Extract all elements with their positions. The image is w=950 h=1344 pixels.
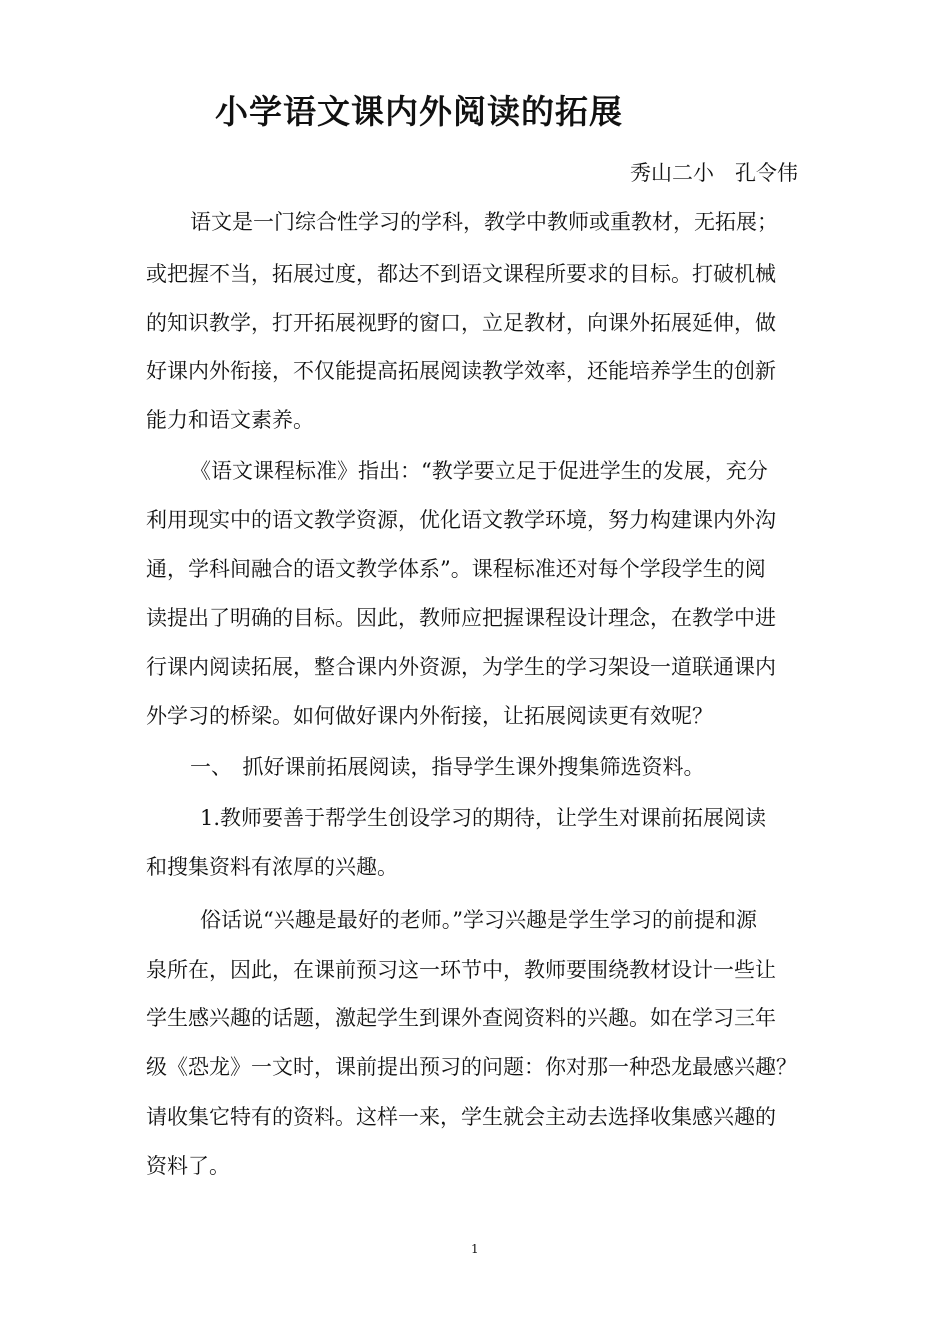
subsection-heading: 1.教师要善于帮学生创设学习的期待，让学生对课前拓展阅读 (200, 806, 767, 830)
body-line: 或把握不当，拓展过度，都达不到语文课程所要求的目标。打破机械 (146, 262, 776, 286)
body-line: 利用现实中的语文教学资源，优化语文教学环境，努力构建课内外沟 (146, 508, 776, 532)
body-line: 的知识教学，打开拓展视野的窗口，立足教材，向课外拓展延伸，做 (146, 311, 776, 335)
document-title: 小学语文课内外阅读的拓展 (215, 92, 623, 131)
body-line: 请收集它特有的资料。这样一来，学生就会主动去选择收集感兴趣的 (146, 1105, 776, 1129)
body-line: 俗话说“兴趣是最好的老师。”学习兴趣是学生学习的前提和源 (200, 908, 757, 932)
body-line: 好课内外衔接，不仅能提高拓展阅读教学效率，还能培养学生的创新 (146, 359, 776, 383)
body-line: 读提出了明确的目标。因此，教师应把握课程设计理念，在教学中进 (146, 606, 776, 630)
body-line: 级《恐龙》一文时，课前提出预习的问题：你对那一种恐龙最感兴趣？ (146, 1055, 797, 1079)
body-line: 资料了。 (146, 1154, 230, 1178)
body-line: 通，学科间融合的语文教学体系”。课程标准还对每个学段学生的阅 (146, 557, 766, 581)
body-line: 《语文课程标准》指出：“教学要立足于促进学生的发展，充分 (190, 459, 768, 483)
page-number: 1 (471, 1242, 479, 1256)
body-line: 泉所在，因此，在课前预习这一环节中，教师要围绕教材设计一些让 (146, 958, 776, 982)
section-heading: 一、 抓好课前拓展阅读，指导学生课外搜集筛选资料。 (190, 755, 705, 779)
body-line: 语文是一门综合性学习的学科，教学中教师或重教材，无拓展； (190, 210, 778, 234)
body-line: 外学习的桥梁。如何做好课内外衔接，让拓展阅读更有效呢？ (146, 704, 713, 728)
subsection-heading: 和搜集资料有浓厚的兴趣。 (146, 855, 398, 879)
body-line: 能力和语文素养。 (146, 408, 314, 432)
author-line: 秀山二小 孔令伟 (630, 161, 798, 185)
body-line: 行课内阅读拓展，整合课内外资源，为学生的学习架设一道联通课内 (146, 655, 776, 679)
body-line: 学生感兴趣的话题，激起学生到课外查阅资料的兴趣。如在学习三年 (146, 1006, 776, 1030)
